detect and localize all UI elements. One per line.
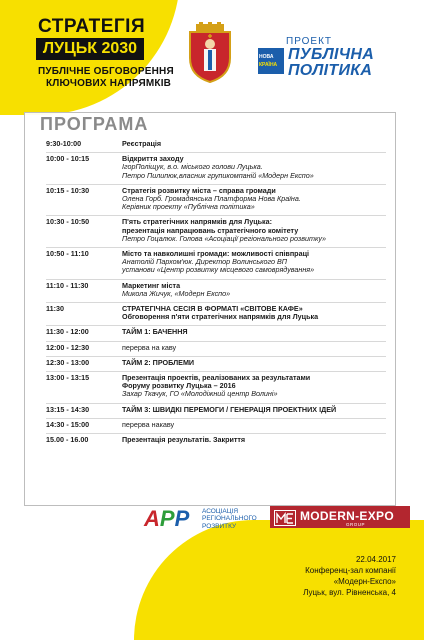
schedule-title: Презентація проектів, реалізованих за результатами [122, 373, 311, 383]
schedule-content [122, 216, 386, 247]
header [0, 0, 424, 110]
schedule-title: Презентація результатів. Закриття [122, 435, 246, 445]
event-address: Луцьк, вул. Рівненська, 4 [303, 588, 396, 597]
arr-text-line-1: АСОЦІАЦІЯ [202, 508, 239, 515]
schedule-title-continued: Обговорення п'яти стратегічних напрямків для Луцька [122, 312, 319, 322]
schedule-content [122, 419, 386, 433]
schedule-content [122, 138, 386, 152]
schedule-row [46, 357, 386, 372]
schedule-speaker: Анатолій Пархом'юк. Директор Волинського ВП [122, 257, 287, 267]
arr-letters: АРР [144, 506, 190, 531]
schedule-content [122, 303, 386, 325]
schedule-speaker: установи «Центр розвитку місцевого самоврядування» [122, 265, 315, 275]
schedule-title: Реєстрація [122, 139, 162, 148]
schedule-title: ТАЙМ 1: БАЧЕННЯ [122, 327, 188, 337]
schedule-time: 12:00 - 12:30 [46, 342, 90, 352]
schedule-row [46, 185, 386, 217]
event-company: «Модерн-Експо» [333, 577, 396, 586]
schedule-content [122, 153, 386, 184]
schedule-time: 11:30 [46, 304, 64, 314]
program-title: ПРОГРАМА [40, 114, 149, 134]
schedule-title: П'ять стратегічних напрямків для Луцька: [122, 217, 273, 227]
project-name-line-2: ПОЛІТИКА [288, 62, 373, 79]
project-label: ПРОЕКТ [286, 36, 333, 47]
schedule-title: СТРАТЕГІЧНА СЕСІЯ В ФОРМАТІ «СВІТОВЕ КАФЕ» [122, 304, 303, 314]
schedule-title: Відкриття заходу [122, 154, 184, 164]
partner-logos [144, 506, 414, 532]
strategy-title: СТРАТЕГІЯ [38, 16, 146, 37]
event-date: 22.04.2017 [355, 555, 396, 564]
arr-text-line-3: РОЗВИТКУ [202, 522, 237, 530]
schedule-title: Стратегія розвитку міста – справа громади [122, 185, 276, 195]
schedule-speaker: Петро Гоцалюк. Голова «Асоціації регіонального розвитку» [122, 233, 326, 243]
schedule-row [46, 372, 386, 404]
schedule-speaker: Олена Горб. Громадянська Платформа Нова Країна. [122, 194, 301, 204]
schedule-speaker: Петро Пилипюк,власник групикомпаній «Модерн Експо» [122, 170, 314, 180]
lutsk-coat-of-arms-icon [186, 22, 234, 84]
modern-expo-name: MODERN-EXPO [300, 509, 394, 523]
schedule-row [46, 303, 386, 326]
event-info [303, 554, 396, 598]
schedule-row [46, 326, 386, 341]
badge-text-top: НОВА [259, 54, 274, 60]
schedule-content [122, 357, 386, 371]
schedule-title: Маркетинг міста [122, 280, 181, 290]
modern-expo-logo [270, 506, 410, 528]
project-name-line-1: ПУБЛІЧНА [288, 46, 375, 63]
regional-development-association-logo [144, 506, 266, 532]
schedule-content [122, 326, 386, 340]
schedule-content [122, 372, 386, 403]
schedule-row [46, 138, 386, 153]
schedule-content [122, 342, 386, 356]
schedule-time: 11:10 - 11:30 [46, 280, 89, 290]
schedule-time: 14:30 - 15:00 [46, 419, 90, 429]
strategy-line-1: ПУБЛІЧНЕ ОБГОВОРЕННЯ [38, 66, 174, 77]
schedule-speaker: Керівник проекту «Публічна політика» [122, 202, 255, 212]
schedule-title-continued: Форуму розвитку Луцька – 2016 [122, 381, 236, 391]
event-venue: Конференц-зал компанії [305, 566, 396, 575]
modern-expo-group: GROUP [346, 522, 366, 527]
schedule-time: 10:15 - 10:30 [46, 185, 90, 195]
schedule-content [122, 280, 386, 302]
schedule-row [46, 216, 386, 248]
schedule-content [122, 185, 386, 216]
schedule-speaker: ІгорПоліщук, в.о. міського голови Луцька. [122, 162, 263, 172]
modern-expo-emblem-icon [274, 510, 296, 526]
schedule-time: 13:00 - 13:15 [46, 373, 90, 383]
schedule-row [46, 404, 386, 419]
schedule-time: 12:30 - 13:00 [46, 357, 90, 367]
schedule-title: ТАЙМ 2: ПРОБЛЕМИ [122, 357, 195, 367]
arr-text-line-2: РЕГІОНАЛЬНОГО [202, 515, 257, 523]
schedule-row [46, 248, 386, 280]
strategy-line-2: КЛЮЧОВИХ НАПРЯМКІВ [46, 78, 172, 89]
schedule-time: 10:50 - 11:10 [46, 249, 89, 259]
schedule-list [46, 138, 386, 448]
schedule-row [46, 419, 386, 434]
schedule-content [122, 404, 386, 418]
schedule-time: 11:30 - 12:00 [46, 327, 89, 337]
schedule-row [46, 434, 386, 448]
schedule-title: ТАЙМ 3: ШВИДКІ ПЕРЕМОГИ / ГЕНЕРАЦІЯ ПРОЕКТНИХ ІДЕЙ [122, 404, 337, 414]
schedule-content [122, 248, 386, 279]
schedule-row [46, 280, 386, 303]
schedule-title-continued: презентація напрацювань стратегічного комітету [122, 225, 299, 235]
schedule-speaker: Микола Жичук, «Модерн Експо» [122, 288, 231, 298]
nova-kraina-badge [258, 48, 284, 74]
schedule-time: 10:30 - 10:50 [46, 217, 90, 227]
schedule-title: Місто та навколишні громади: можливості співпраці [122, 249, 309, 259]
schedule-row [46, 342, 386, 357]
badge-text-bottom: КРАЇНА [259, 62, 278, 68]
schedule-content [122, 434, 386, 448]
public-policy-logo [258, 36, 418, 80]
schedule-time: 9:30-10:00 [46, 139, 82, 148]
schedule-time: 15.00 - 16.00 [46, 435, 89, 445]
schedule-speaker: Захар Ткачук, ГО «Молодіжний центр Волині» [122, 389, 278, 399]
schedule-title: перерва на каву [122, 342, 177, 352]
schedule-time: 10:00 - 10:15 [46, 154, 90, 164]
schedule-time: 13:15 - 14:30 [46, 404, 90, 414]
schedule-row [46, 153, 386, 185]
arr-text [202, 508, 257, 530]
schedule-title: перерва накаву [122, 419, 175, 429]
strategy-subtitle: ЛУЦЬК 2030 [36, 38, 144, 60]
